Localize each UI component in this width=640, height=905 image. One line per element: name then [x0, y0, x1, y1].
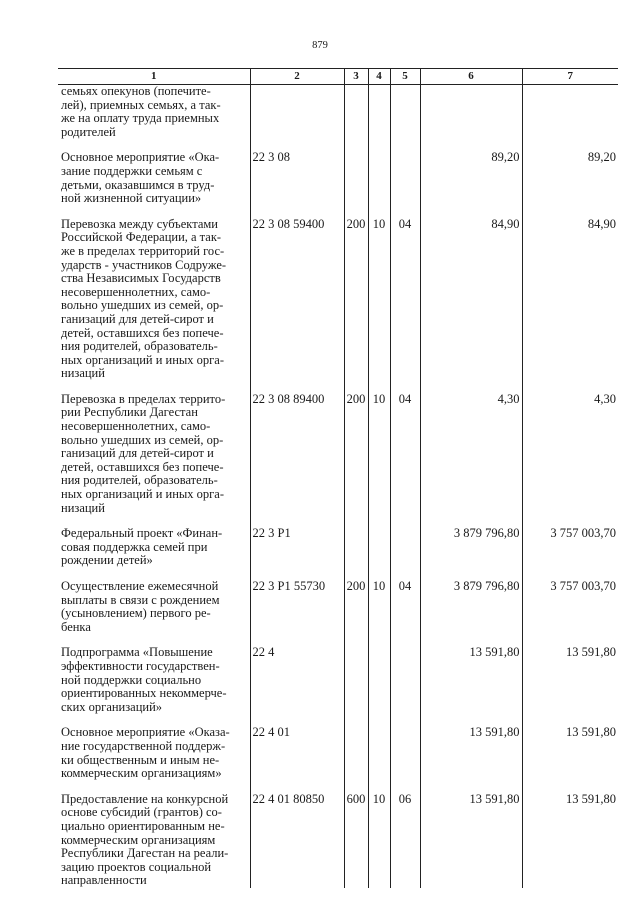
row-name: Подпрограмма «Повышение эффективности государствен- ной поддержки социально ориентированных некоммерче- ских организаций» [58, 646, 250, 714]
row-value-7: 13 591,80 [522, 726, 618, 780]
row-col3 [344, 646, 368, 714]
table-row [58, 85, 618, 140]
column-header-6: 6 [420, 69, 522, 85]
row-col4 [368, 151, 390, 205]
row-value-7: 89,20 [522, 151, 618, 205]
row-value-6 [420, 85, 522, 140]
page-number: 879 [312, 40, 328, 51]
row-col3 [344, 527, 368, 568]
row-col4 [368, 527, 390, 568]
row-name: Перевозка между субъектами Российской Федерации, а так- же в пределах территорий гос- ударств - участников Содруже- ства Независимых Государств несовершеннолетних, само- вольно ушедших из семей, ор- ганизаций для детей-сирот и детей, оставшихся без попече- ния родителей, образователь- ных организаций и иных орга- низаций [58, 218, 250, 381]
row-name: Основное мероприятие «Ока- зание поддержки семьям с детьми, оказавшимся в труд- ной жизненной ситуации» [58, 151, 250, 205]
row-spacer [58, 781, 618, 793]
row-code: 22 3 08 59400 [250, 218, 344, 381]
row-code: 22 3 P1 [250, 527, 344, 568]
row-code: 22 4 01 80850 [250, 793, 344, 888]
row-col3 [344, 151, 368, 205]
row-code: 22 3 08 [250, 151, 344, 205]
row-code: 22 4 [250, 646, 344, 714]
table-row [58, 580, 618, 634]
table-row [58, 646, 618, 714]
row-col4: 10 [368, 580, 390, 634]
row-value-7: 13 591,80 [522, 646, 618, 714]
column-header-5: 5 [390, 69, 420, 85]
table-row [58, 393, 618, 515]
row-col3: 200 [344, 393, 368, 515]
budget-table [58, 68, 618, 888]
row-col4: 10 [368, 393, 390, 515]
table-row [58, 151, 618, 205]
row-col3: 600 [344, 793, 368, 888]
row-value-6: 13 591,80 [420, 793, 522, 888]
row-col4 [368, 726, 390, 780]
row-col4 [368, 646, 390, 714]
table-row [58, 793, 618, 888]
table-row [58, 218, 618, 381]
row-value-6: 89,20 [420, 151, 522, 205]
row-value-6: 3 879 796,80 [420, 580, 522, 634]
row-spacer [58, 206, 618, 218]
row-value-7: 13 591,80 [522, 793, 618, 888]
row-value-6: 13 591,80 [420, 726, 522, 780]
table-row [58, 726, 618, 780]
row-col3 [344, 726, 368, 780]
column-header-7: 7 [522, 69, 618, 85]
row-col4: 10 [368, 793, 390, 888]
row-value-7: 4,30 [522, 393, 618, 515]
row-value-7: 3 757 003,70 [522, 527, 618, 568]
row-value-6: 4,30 [420, 393, 522, 515]
row-col5: 04 [390, 218, 420, 381]
column-header-2: 2 [250, 69, 344, 85]
row-col3: 200 [344, 580, 368, 634]
row-code: 22 4 01 [250, 726, 344, 780]
row-value-7 [522, 85, 618, 140]
row-col3 [344, 85, 368, 140]
row-col5 [390, 726, 420, 780]
row-col5 [390, 151, 420, 205]
row-col5: 04 [390, 580, 420, 634]
row-code: 22 3 P1 55730 [250, 580, 344, 634]
row-col5: 04 [390, 393, 420, 515]
row-name: Предоставление на конкурсной основе субсидий (грантов) со- циально ориентированным не- коммерческим организациям Республики Дагестан на реали- зацию проектов социальной направленности [58, 793, 250, 888]
row-name: семьях опекунов (попечите- лей), приемных семьях, а так- же на оплату труда приемных родителей [58, 85, 250, 140]
table-header [58, 69, 618, 85]
row-col4 [368, 85, 390, 140]
row-name: Осуществление ежемесячной выплаты в связи с рождением (усыновлением) первого ре- бенка [58, 580, 250, 634]
row-value-7: 84,90 [522, 218, 618, 381]
row-col3: 200 [344, 218, 368, 381]
row-value-7: 3 757 003,70 [522, 580, 618, 634]
row-col5: 06 [390, 793, 420, 888]
row-value-6: 3 879 796,80 [420, 527, 522, 568]
row-name: Федеральный проект «Финан- совая поддержка семей при рождении детей» [58, 527, 250, 568]
column-header-4: 4 [368, 69, 390, 85]
column-header-3: 3 [344, 69, 368, 85]
column-header-1: 1 [58, 69, 250, 85]
row-col4: 10 [368, 218, 390, 381]
row-code [250, 85, 344, 140]
table-body [58, 85, 618, 888]
row-col5 [390, 646, 420, 714]
row-value-6: 13 591,80 [420, 646, 522, 714]
table-row [58, 527, 618, 568]
row-value-6: 84,90 [420, 218, 522, 381]
row-name: Основное мероприятие «Оказа- ние государственной поддерж- ки общественным и иным не- коммерческим организациям» [58, 726, 250, 780]
row-code: 22 3 08 89400 [250, 393, 344, 515]
row-col5 [390, 85, 420, 140]
row-col5 [390, 527, 420, 568]
row-name: Перевозка в пределах террито- рии Республики Дагестан несовершеннолетних, само- вольно ушедших из семей, ор- ганизаций для детей-сирот и детей, оставшихся без попече- ния родителей, образователь- ных организаций и иных орга- низаций [58, 393, 250, 515]
